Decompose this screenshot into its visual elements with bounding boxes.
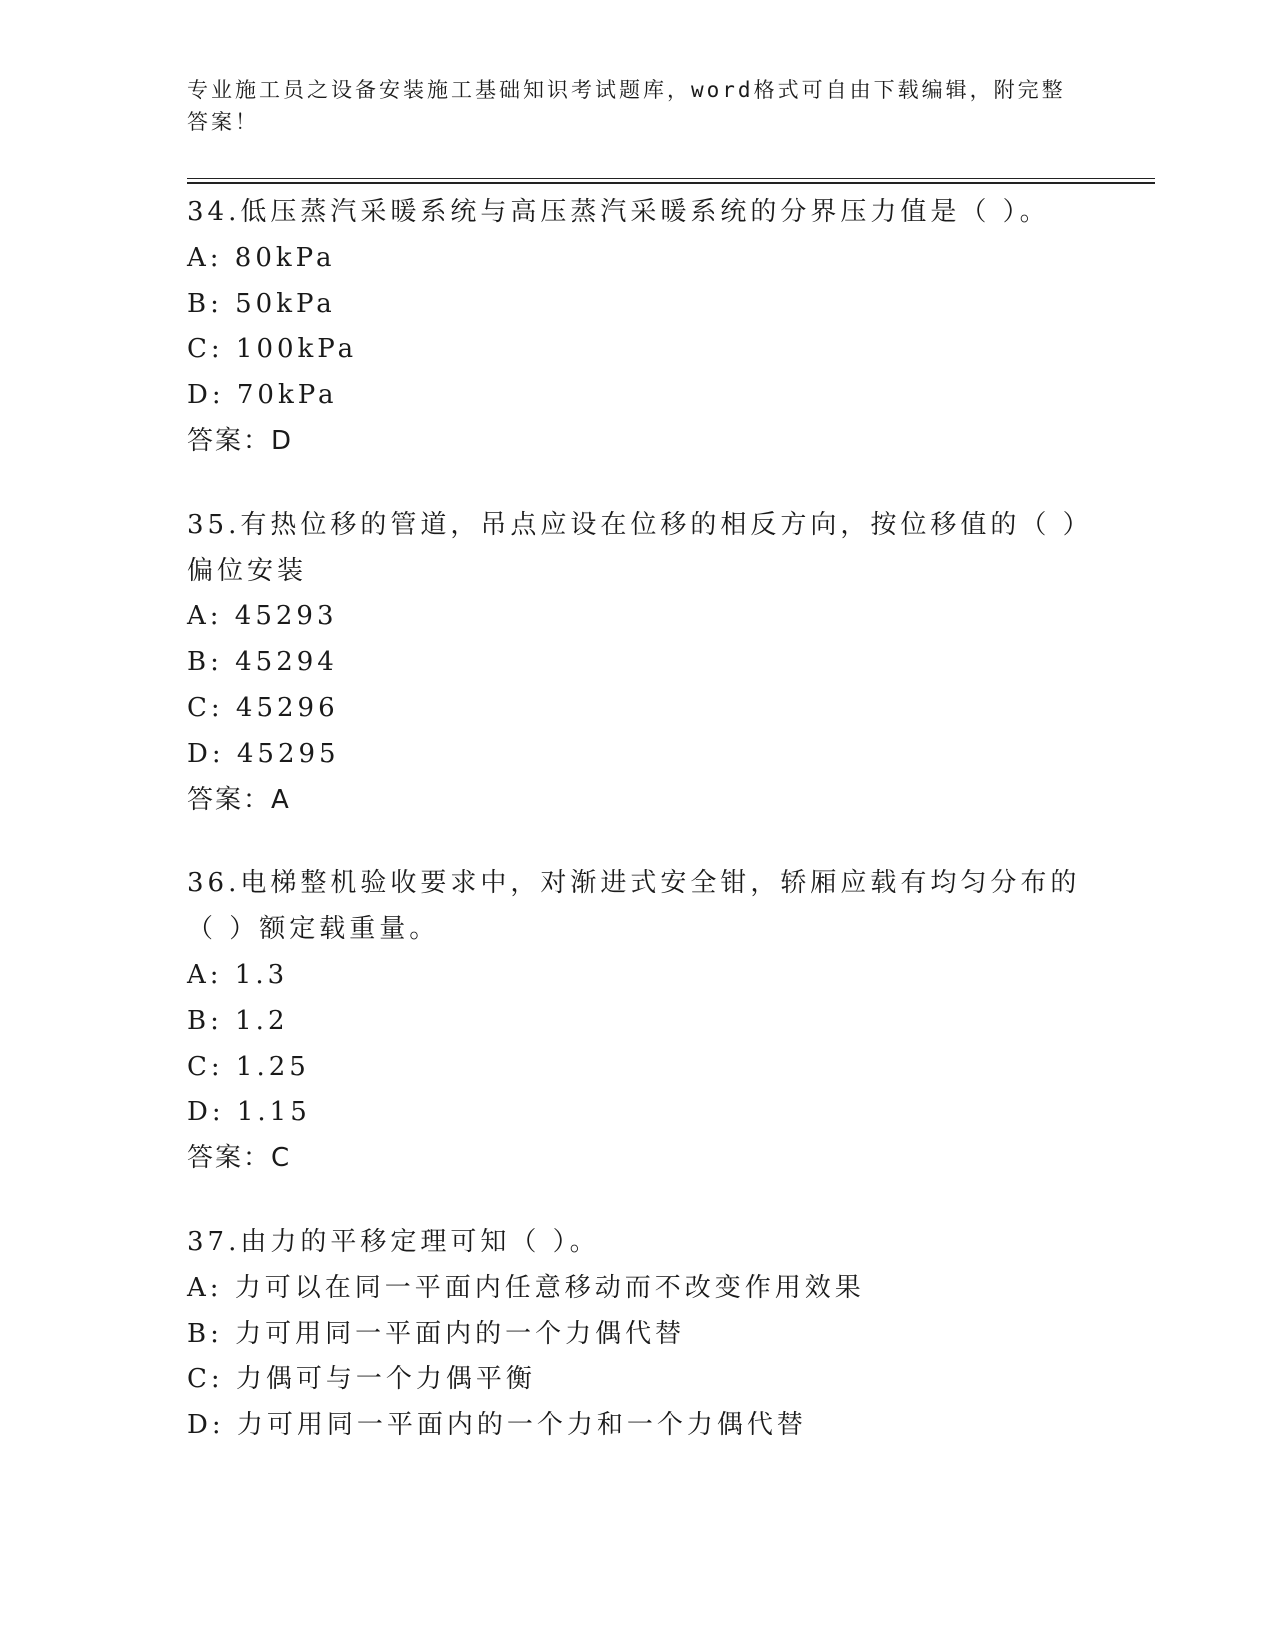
document-header [187,74,1067,138]
option-d: D: 45295 [187,738,340,769]
answer-line: 答案：A [187,784,291,815]
question-34 [187,190,1087,465]
question-stem: 36.电梯整机验收要求中，对渐进式安全钳，轿厢应载有均匀分布的（ ）额定载重量。 [187,868,1081,945]
question-stem: 37.由力的平移定理可知（ ）。 [187,1226,600,1257]
question-37 [187,1220,1087,1449]
option-a: A: 45293 [187,601,338,632]
answer-line: 答案：D [187,425,294,456]
header-divider-thick [187,182,1155,184]
question-35 [187,503,1087,824]
option-d: D: 70kPa [187,380,338,411]
option-c: C: 1.25 [187,1051,310,1082]
option-c: C: 100kPa [187,334,358,365]
option-b: B: 50kPa [187,288,336,319]
option-b: B: 力可用同一平面内的一个力偶代替 [187,1318,686,1349]
option-c: C: 45296 [187,692,339,723]
option-d: D: 1.15 [187,1097,311,1128]
option-a: A: 力可以在同一平面内任意移动而不改变作用效果 [187,1272,865,1303]
header-divider-thin [187,178,1155,179]
question-36 [187,861,1087,1182]
question-stem: 34.低压蒸汽采暖系统与高压蒸汽采暖系统的分界压力值是（ ）。 [187,197,1050,227]
answer-line: 答案：C [187,1143,292,1174]
header-title: 专业施工员之设备安装施工基础知识考试题库，word格式可自由下载编辑，附完整答案！ [187,78,1066,134]
question-stem: 35.有热位移的管道，吊点应设在位移的相反方向，按位移值的（ ）偏位安装 [187,509,1080,586]
option-b: B: 1.2 [187,1005,289,1036]
option-d: D: 力可用同一平面内的一个力和一个力偶代替 [187,1410,807,1441]
option-b: B: 45294 [187,647,338,678]
option-a: A: 80kPa [187,242,336,273]
question-list [187,190,1087,1487]
option-c: C: 力偶可与一个力偶平衡 [187,1364,536,1395]
option-a: A: 1.3 [187,959,289,990]
